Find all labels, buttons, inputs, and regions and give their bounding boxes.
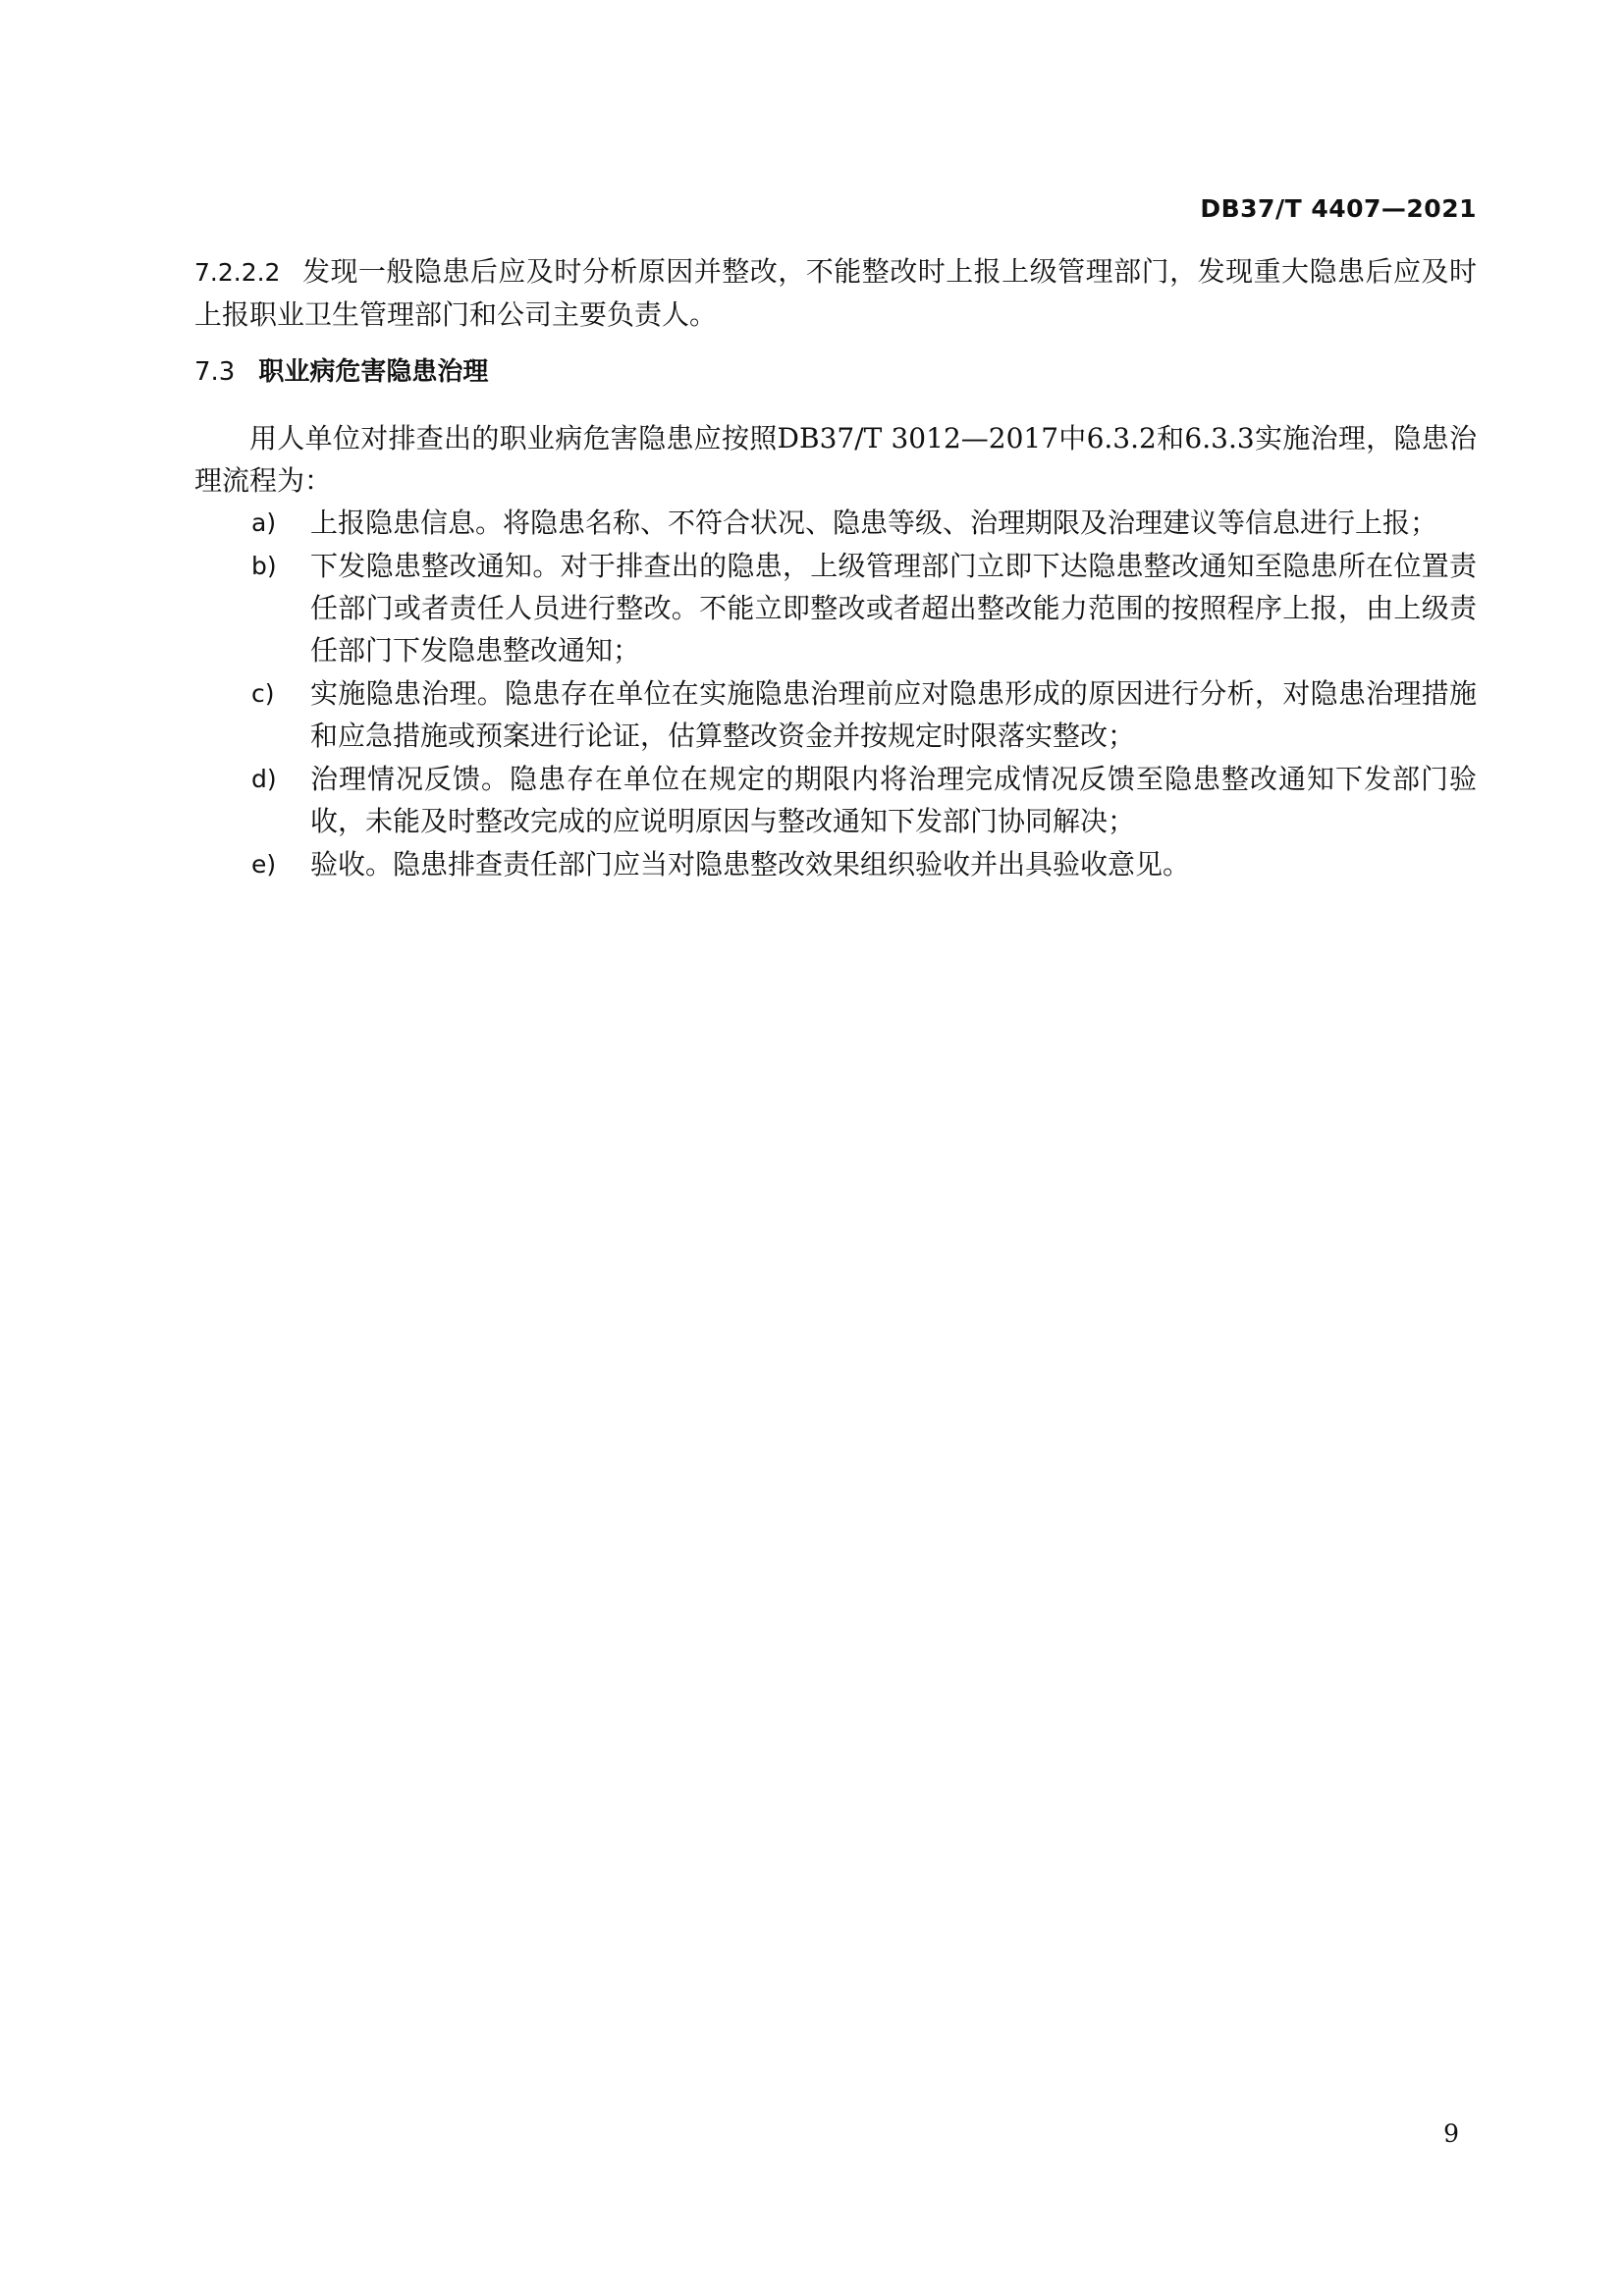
standard-code-header: DB37/T 4407—2021 (1200, 194, 1477, 223)
list-item (194, 758, 1477, 842)
list-item (194, 843, 1477, 885)
list-item-text: 实施隐患治理。隐患存在单位在实施隐患治理前应对隐患形成的原因进行分析，对隐患治理措施和应急措施或预案进行论证，估算整改资金并按规定时限落实整改； (310, 677, 1477, 752)
list-marker: b) (251, 552, 277, 580)
list-marker: e) (251, 850, 277, 879)
procedure-list (194, 502, 1477, 885)
list-marker: c) (251, 679, 275, 708)
section-heading-7-3 (194, 351, 488, 388)
list-item (194, 502, 1477, 544)
list-item-text: 验收。隐患排查责任部门应当对隐患整改效果组织验收并出具验收意见。 (310, 848, 1191, 881)
section-number: 7.3 (194, 357, 236, 387)
list-marker: d) (251, 765, 277, 793)
page-number: 9 (1443, 2119, 1459, 2148)
list-item-text: 下发隐患整改通知。对于排查出的隐患，上级管理部门立即下达隐患整改通知至隐患所在位置责任部门或者责任人员进行整改。不能立即整改或者超出整改能力范围的按照程序上报，由上级责任部门下发隐患整改通知； (310, 550, 1477, 667)
list-item (194, 672, 1477, 757)
clause-number: 7.2.2.2 (194, 258, 281, 287)
section-title: 职业病危害隐患治理 (258, 357, 489, 387)
list-item-text: 上报隐患信息。将隐患名称、不符合状况、隐患等级、治理期限及治理建议等信息进行上报； (310, 507, 1438, 539)
clause-text: 发现一般隐患后应及时分析原因并整改，不能整改时上报上级管理部门，发现重大隐患后应及时上报职业卫生管理部门和公司主要负责人。 (194, 255, 1477, 331)
section-intro-paragraph: 用人单位对排查出的职业病危害隐患应按照DB37/T 3012—2017中6.3.2和6.3.3实施治理，隐患治理流程为： (194, 422, 1477, 497)
clause-7-2-2-2 (194, 250, 1477, 336)
list-marker: a) (251, 508, 277, 537)
list-item (194, 545, 1477, 671)
list-item-text: 治理情况反馈。隐患存在单位在规定的期限内将治理完成情况反馈至隐患整改通知下发部门验收，未能及时整改完成的应说明原因与整改通知下发部门协同解决； (310, 763, 1477, 837)
